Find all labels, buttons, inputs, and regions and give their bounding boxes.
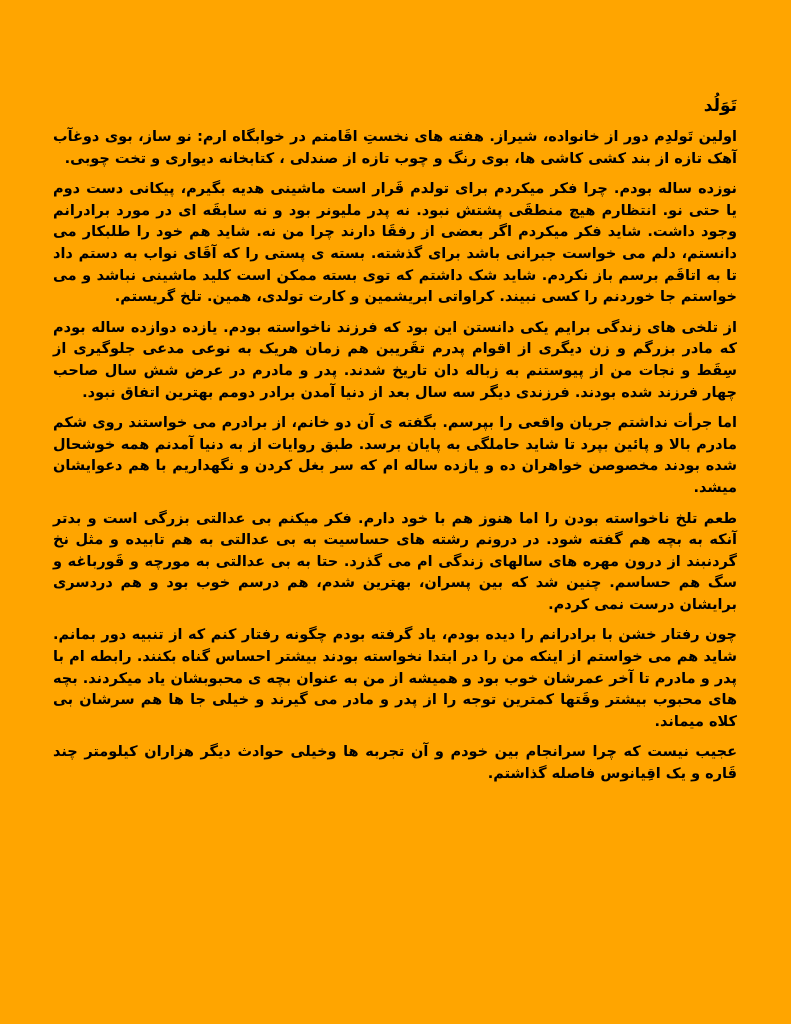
paragraph: چون رفتار خشن با برادرانم را دیده بودم، یاد گرفته بودم چگونه رفتار کنم که از تنبیه دور بمانم. شاید هم می خواستم از اینکه من را در ابتدا نخواسته بودند بیشتر احساس گناه بکنند. رابطه ام با پدر و مادرم تا آخر عمرشان خوب بود و همیشه از من به عنوان بچه ی محبوبشان یاد میکردند. بچه های محبوب بیشتر وقَتها کمترین توجه را از پدر و مادر می گیرند و خیلی جا ها هم سرشان بی کلاه میماند. bbox=[53, 627, 737, 730]
paragraph: از تلخی های زندگی برایم یکی دانستن این بود که فرزند ناخواسته بودم. یازده دوازده ساله بودم که مادر بزرگم و زن دیگری از اقوام پدرم تقَریبن هم زمان هریک به نوعی مدعی جلوگیری از سِقَط و نجات من از پیوستنم به زباله دان تاریخ شدند. پدر و مادرم در عرض شش سال صاحب چهار فرزند شده بودند. فرزندی دیگر سه سال بعد از دنیا آمدن برادر دومم بهترین اتفاق نبود. bbox=[53, 319, 737, 401]
paragraph: نوزده ساله بودم. چرا فکر میکردم برای تولدم قَرار است ماشینی هدیه بگیرم، پیکانی دست دوم یا حتی نو. انتظارم هیچ منطقَی پشتش نبود. نه پدر ملیونر بود و نه سابقَه ای در مورد برادرانم وجود داشت. شاید فکر میکردم اگر بعضی از رفقَا دارند چرا من نه. شاید هم خود را طلبکار می دانستم، دلم می خواست جبرانی باشد برای گذشته. بسته ی پستی را که آقَای نواب به دستم داد تا به اتاقَم برسم باز نکردم. شاید شک داشتم که توی بسته ممکن است کلید ماشینی نباشد و می خواستم جا خوردنم را کسی نبیند. کراواتی ابریشمین و کارت تولدی، همین. تلخ گریستم. bbox=[53, 181, 737, 306]
paragraph: اما جرأت نداشتم جریان واقعی را بپرسم. بگفته ی آن دو خانم، از برادرم می خواستند روی شکم مادرم بالا و پائین بپرد تا شاید حاملگی به پایان برسد. طبق روایات از به دنیا آمدنم همه خوشحال شده بودند مخصوصن خواهران ده و یازده ساله ام که سر بغل کردن و نگهداریم با هم دعوایشان میشد. bbox=[53, 415, 737, 496]
paragraph: اولین تَولدِم دور از خانواده، شیراز. هفته های نخستِ اقَامتم در خوابگاه ارم: نو ساز، بوی دوغآب آهک تازه از بند کشی کاشی ها، بوی رنگ و چوب تازه از صندلی ، کتابخانه دیواری و تخت چوبی. bbox=[53, 129, 737, 167]
document bbox=[53, 94, 737, 786]
document-title: تَوَلُد bbox=[703, 96, 737, 116]
paragraph: طعم تلخ ناخواسته بودن را اما هنوز هم با خود دارم. فکر میکنم بی عدالتی بزرگی است و بدتر آنکه به بچه هم گفته شود. در درونم رشته های حساسیت به بی عدالتی به هم تابیده و مثل نخ گردنبند از درون مهره های سالهای زندگی ام می گذرد. حتا به بی عدالتی به مورچه و قَورباغه و سگ هم حساسم. چنین شد که بین پسران، بهترین شدم، هم درسم خوب بود و هم دردسری برایشان درست نمی کردم. bbox=[53, 510, 737, 613]
document-body bbox=[53, 127, 737, 786]
paragraph: عجیب نیست که چرا سرانجام بین خودم و آن تجربه ها وخیلی حوادث دیگر هزاران کیلومتر چند قَاره و یک اقِیانوس فاصله گذاشتم. bbox=[53, 744, 737, 783]
